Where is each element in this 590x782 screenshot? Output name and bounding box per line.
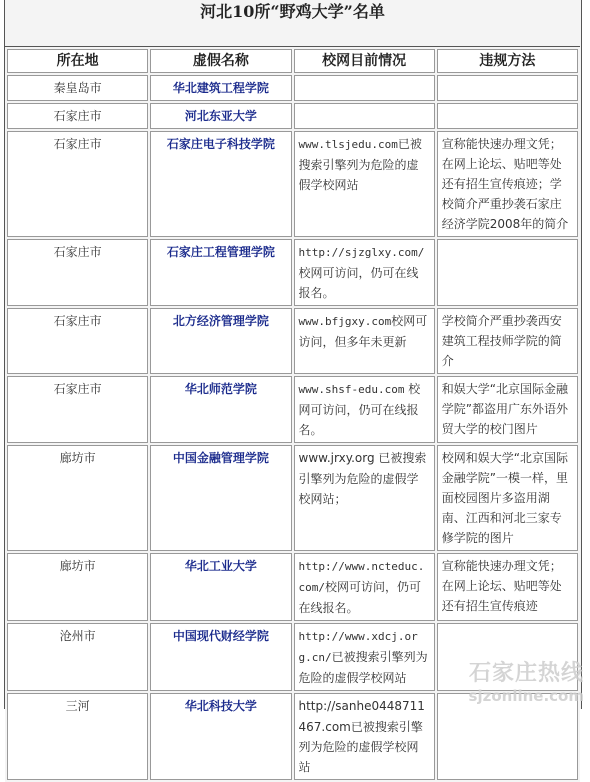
cell-name: 河北东亚大学 <box>150 103 291 129</box>
cell-method: 校网和娱大学“北京国际金融学院”一模一样，里面校园图片多盗用湖南、江西和河北三家专修学院的图片 <box>437 445 578 551</box>
watermark-domain: sjzonline.com <box>468 687 584 705</box>
cell-location: 石家庄市 <box>7 308 148 374</box>
cell-location: 廊坊市 <box>7 445 148 551</box>
cell-name: 华北工业大学 <box>150 553 291 621</box>
cell-status: http://www.ncteduc.com/校网可访问，仍可在线报名。 <box>294 553 435 621</box>
table-row <box>7 308 578 374</box>
cell-method <box>437 103 578 129</box>
table-row <box>7 376 578 443</box>
cell-method: 学校简介严重抄袭西安建筑工程技师学院的简介 <box>437 308 578 374</box>
cell-method: 宣称能快速办理文凭；在网上论坛、贴吧等处还有招生宣传痕迹；学校简介严重抄袭石家庄经济学院2008年的简介 <box>437 131 578 237</box>
cell-location: 秦皇岛市 <box>7 75 148 101</box>
cell-location: 廊坊市 <box>7 553 148 621</box>
header-row <box>7 49 578 73</box>
col-header-method: 违规方法 <box>437 49 578 73</box>
fake-university-table <box>5 47 580 782</box>
col-header-status: 校网目前情况 <box>294 49 435 73</box>
cell-method <box>437 239 578 306</box>
cell-status: www.jrxy.org 已被搜索引擎列为危险的虚假学校网站； <box>294 445 435 551</box>
cell-method <box>437 75 578 101</box>
cell-method: 宣称能快速办理文凭；在网上论坛、贴吧等处还有招生宣传痕迹 <box>437 553 578 621</box>
cell-name: 华北师范学院 <box>150 376 291 443</box>
cell-name: 石家庄电子科技学院 <box>150 131 291 237</box>
cell-name: 中国金融管理学院 <box>150 445 291 551</box>
table-row <box>7 103 578 129</box>
cell-status <box>294 75 435 101</box>
cell-status: http://sanhe0448711467.com已被搜索引擎列为危险的虚假学校网站 <box>294 693 435 780</box>
cell-status: www.shsf-edu.com 校网可访问，仍可在线报名。 <box>294 376 435 443</box>
cell-status: www.bfjgxy.com校网可访问，但多年未更新 <box>294 308 435 374</box>
col-header-location: 所在地 <box>7 49 148 73</box>
cell-method: 和娱大学“北京国际金融学院”都盗用广东外语外贸大学的校门图片 <box>437 376 578 443</box>
cell-method <box>437 623 578 691</box>
cell-location: 石家庄市 <box>7 103 148 129</box>
cell-name: 华北科技大学 <box>150 693 291 780</box>
table-row <box>7 239 578 306</box>
cell-location: 沧州市 <box>7 623 148 691</box>
cell-name: 北方经济管理学院 <box>150 308 291 374</box>
table-row <box>7 553 578 621</box>
cell-status: http://sjzglxy.com/校网可访问，仍可在线报名。 <box>294 239 435 306</box>
watermark-title: 石家庄热线 <box>468 661 584 686</box>
cell-status <box>294 103 435 129</box>
table-row <box>7 693 578 780</box>
cell-name: 华北建筑工程学院 <box>150 75 291 101</box>
cell-status: www.tlsjedu.com已被搜索引擎列为危险的虚假学校网站 <box>294 131 435 237</box>
table-row <box>7 75 578 101</box>
cell-location: 石家庄市 <box>7 239 148 306</box>
table-row <box>7 131 578 237</box>
table-row <box>7 623 578 691</box>
cell-status: http://www.xdcj.org.cn/已被搜索引擎列为危险的虚假学校网站 <box>294 623 435 691</box>
col-header-name: 虚假名称 <box>150 49 291 73</box>
page-title: 河北10所“野鸡大学”名单 <box>5 0 580 47</box>
cell-location: 三河 <box>7 693 148 780</box>
cell-name: 石家庄工程管理学院 <box>150 239 291 306</box>
cell-name: 中国现代财经学院 <box>150 623 291 691</box>
cell-location: 石家庄市 <box>7 376 148 443</box>
table-row <box>7 445 578 551</box>
cell-method <box>437 693 578 780</box>
cell-location: 石家庄市 <box>7 131 148 237</box>
